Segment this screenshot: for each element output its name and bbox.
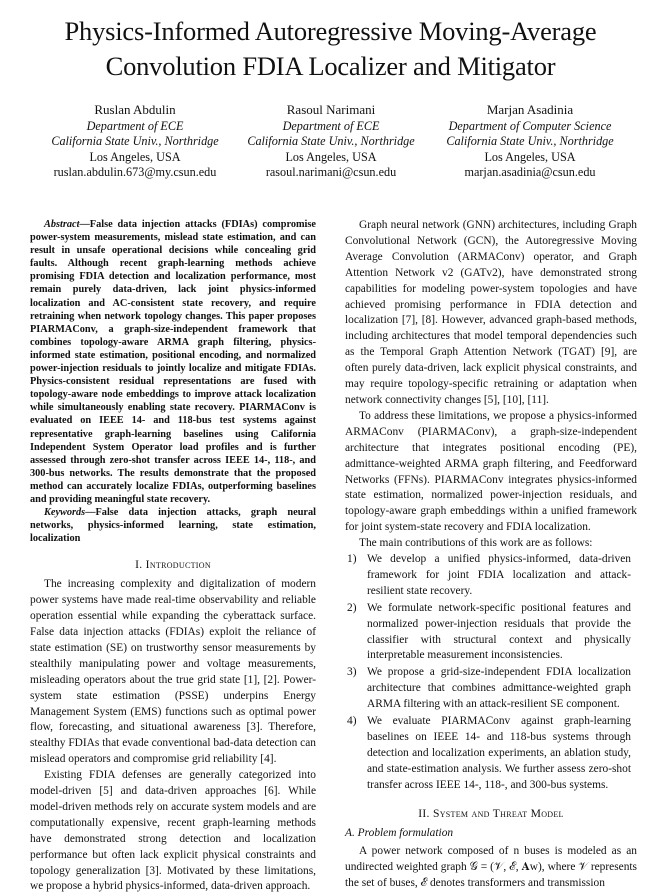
author-block-1 xyxy=(30,102,240,181)
body-paragraph-contributions-intro: The main contributions of this work are as follows: xyxy=(359,537,593,550)
intro-paragraph-1: The increasing complexity and digitalization of modern power systems have made real-time observability and reliable operation essential while expanding the cyberattack surface. False data injection attacks (FDIAs) exploit the reliance of state estimation (SE) on trustworthy sensor measurements by stealthily manipulating power and voltage measurements, misleading operators about the true grid state [1], [2]. Power-system state estimation (PSSE) underpins Energy Management System (EMS) functions such as optimal power flow, forecasting, and situational awareness [3]. Therefore, stealthy FDIAs that evade conventional bad-data detection can mislead operators and compromise grid reliability [4]. xyxy=(30,578,316,766)
list-item-text: We evaluate PIARMAConv against graph-learning baselines on IEEE 14- and 118-bus systems through detection and localization experiments, an ablation study, and state-estimation analysis. We further assess zero-shot transfer across IEEE 14-, 118-, and 300-bus systems. xyxy=(367,715,631,791)
author-university: California State Univ., Northridge xyxy=(446,134,614,149)
list-item-text: We propose a grid-size-independent FDIA localization architecture that combines admittance-weighted graph ARMA filtering with an attack-resilient SE component. xyxy=(367,666,631,711)
list-item-number: 1) xyxy=(347,553,357,566)
list-item-text: We formulate network-specific positional features and normalized power-injection residuals that provide the classifier with structural context and physically interpretable measurement inconsistencies. xyxy=(367,601,631,662)
list-item-number: 4) xyxy=(347,715,357,728)
abstract xyxy=(30,218,316,506)
author-email[interactable]: marjan.asadinia@csun.edu xyxy=(464,165,596,180)
right-column xyxy=(345,218,637,892)
title-line-2: Convolution FDIA Localizer and Mitigator xyxy=(105,51,556,81)
section-heading-system-model xyxy=(345,806,637,822)
author-name: Ruslan Abdulin xyxy=(94,102,176,117)
subsection-heading: A. Problem formulation xyxy=(345,826,454,839)
body-paragraph-proposal: To address these limitations, we propose a physics-informed ARMAConv (PIARMAConv), a graph-size-independent architecture that integrates positional encoding (PE), admittance-weighted ARMA graph filtering, and Feedforward Networks (FFNs). PIARMAConv integrates physics-informed state estimation, normalized power-injection residuals, and topology-aware graph embeddings within a unified framework for joint system-state recovery and FDIA localization. xyxy=(345,409,637,534)
list-item xyxy=(345,665,637,713)
author-university: California State Univ., Northridge xyxy=(51,134,219,149)
abstract-lead: Abstract xyxy=(44,219,80,230)
title-line-1: Physics-Informed Autoregressive Moving-Average xyxy=(64,16,597,46)
author-email[interactable]: rasoul.narimani@csun.edu xyxy=(265,165,397,180)
author-department: Department of Computer Science xyxy=(448,118,612,133)
list-item-text: We develop a unified physics-informed, data-driven framework for joint FDIA localization and attack-resilient state recovery. xyxy=(367,553,631,597)
list-item xyxy=(345,714,637,794)
contributions-list xyxy=(345,552,637,794)
body-paragraph-problem: A power network composed of n buses is modeled as an undirected weighted graph 𝒢 = (𝒱, ℰ, 𝐀w), where 𝒱 represents the set of buses, ℰ denotes transformers and transmission xyxy=(345,845,637,890)
author-email[interactable]: ruslan.abdulin.673@my.csun.edu xyxy=(53,165,217,180)
abstract-text: —False data injection attacks (FDIAs) compromise power-system measurements, mislead state estimation, and can result in unsafe operational decisions while concealing grid faults. Although recent graph-learning methods achieve promising FDIA detection and localization performance, most remain purely data-driven, lack joint physics-informed localization and AC-consistent state recovery, and require retraining when network topology changes. This paper proposes PIARMAConv, a graph-size-independent framework that combines topology-aware ARMA graph filtering, physics-informed state estimation, positional encoding, and normalized power-injection residuals to jointly localize and mitigate FDIAs. Physics-consistent residual representations are fused with topology-aware node embeddings to improve attack localization while simultaneously enabling state recovery. PIARMAConv is evaluated on IEEE 14- and 118-bus test systems against representative graph-learning baselines using California Independent System Operator load profiles and is further assessed through zero-shot transfer across IEEE 14-, 118-, and 300-bus networks. The results demonstrate that the proposed method can accurately localize FDIAs, outperforming baselines and providing meaningful state recovery. xyxy=(30,219,316,505)
section-number: I. xyxy=(135,558,143,572)
left-column xyxy=(30,218,316,895)
author-department: Department of ECE xyxy=(86,118,184,133)
list-item-number: 3) xyxy=(347,666,357,679)
section-heading-introduction xyxy=(30,557,316,573)
section-title: Introduction xyxy=(145,558,211,572)
list-item xyxy=(345,601,637,665)
paper-title xyxy=(0,14,661,84)
author-name: Marjan Asadinia xyxy=(486,102,574,117)
section-title: System and Threat Model xyxy=(432,806,564,820)
author-city: Los Angeles, USA xyxy=(89,149,181,164)
keywords xyxy=(30,506,316,545)
section-number: II. xyxy=(418,806,430,820)
author-name: Rasoul Narimani xyxy=(286,102,376,117)
author-department: Department of ECE xyxy=(282,118,380,133)
list-item xyxy=(345,552,637,600)
author-block-2 xyxy=(226,102,436,181)
keywords-lead: Keywords xyxy=(44,507,86,519)
body-paragraph-gnn: Graph neural network (GNN) architectures, including Graph Convolutional Network (GCN), the Autoregressive Moving Average Convolution (ARMAConv) operator, and Graph Attention Network v2 (GATv2), have demonstrated strong capabilities for modeling power-system topologies and have achieved promising performance in FDIA detection and localization [7], [8]. However, advanced graph-based methods, including architectures that model temporal dependencies such as the Temporal Graph Attention Network (TGAT) [9], are often purely data-driven, lack explicit physical constraints, and may require topology-specific retraining or adaptation when network connectivity changes [5], [10], [11]. xyxy=(345,219,637,406)
list-item-number: 2) xyxy=(347,601,357,614)
author-block-3 xyxy=(425,102,635,181)
keywords-text: —False data injection attacks, graph neural networks, physics-informed learning, state estimation, localization xyxy=(30,507,316,545)
author-university: California State Univ., Northridge xyxy=(247,134,415,149)
author-city: Los Angeles, USA xyxy=(285,149,377,164)
author-city: Los Angeles, USA xyxy=(484,149,576,164)
intro-paragraph-2: Existing FDIA defenses are generally categorized into model-driven [5] and data-driven approaches [6]. While model-driven methods rely on accurate system models and are computationally expensive, recent graph-learning methods have demonstrated strong detection and localization performance but often lack explicit physical constraints and topology generalization [3]. Motivated by these limitations, we propose a hybrid physics-informed, data-driven approach. xyxy=(30,769,316,893)
